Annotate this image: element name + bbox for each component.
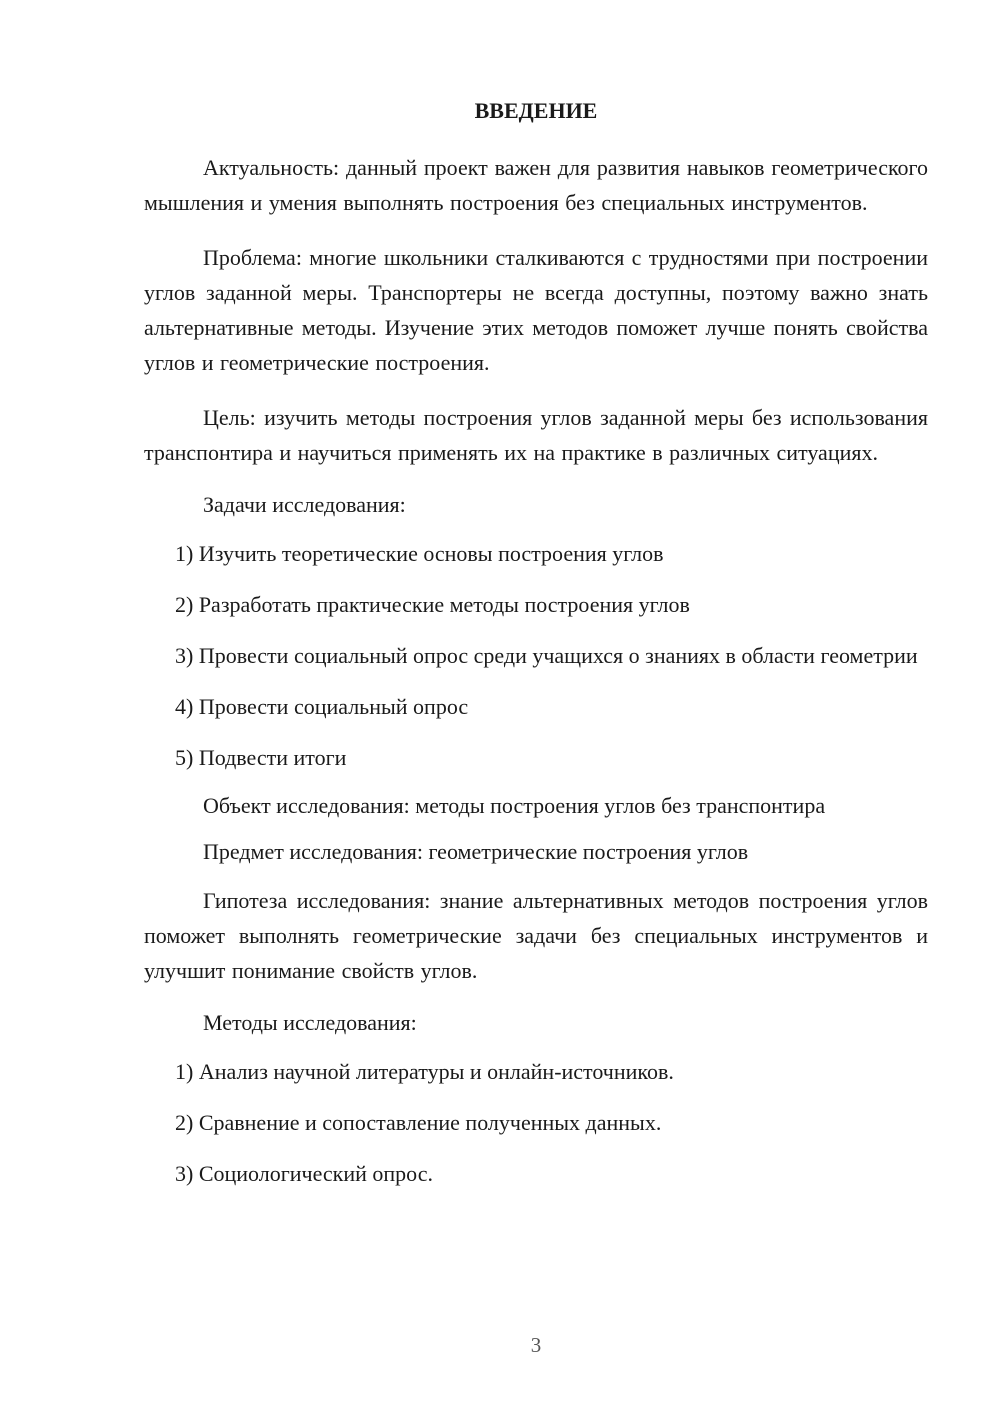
method-item: 3) Социологический опрос. <box>175 1161 433 1186</box>
task-item: 3) Провести социальный опрос среди учащихся о знаниях в области геометрии <box>175 643 918 668</box>
method-item: 2) Сравнение и сопоставление полученных данных. <box>175 1110 662 1135</box>
subject-line: Предмет исследования: геометрические построения углов <box>203 839 749 864</box>
task-item: 1) Изучить теоретические основы построения углов <box>175 541 664 566</box>
methods-title: Методы исследования: <box>203 1010 417 1035</box>
section-heading: ВВЕДЕНИЕ <box>474 98 598 123</box>
hypothesis-paragraph: Гипотеза исследования: знание альтернативных методов построения углов поможет выполнять геометрические задачи без специальных инструментов и улучшит понимание свойств углов. <box>144 888 928 983</box>
page-number: 3 <box>530 1333 542 1357</box>
task-item: 5) Подвести итоги <box>175 745 347 770</box>
tasks-title: Задачи исследования: <box>203 492 406 517</box>
task-item: 4) Провести социальный опрос <box>175 694 469 719</box>
method-item: 1) Анализ научной литературы и онлайн-источников. <box>175 1059 674 1084</box>
document-page <box>144 96 928 1207</box>
problem-paragraph: Проблема: многие школьники сталкиваются с трудностями при построении углов заданной меры. Транспортеры не всегда доступны, поэтому важно знать альтернативные методы. Изучение этих методов поможет лучше понять свойства углов и геометрические построения. <box>144 245 928 375</box>
object-line: Объект исследования: методы построения углов без транспонтира <box>203 793 826 818</box>
task-item: 2) Разработать практические методы построения углов <box>175 592 690 617</box>
goal-paragraph: Цель: изучить методы построения углов заданной меры без использования транспонтира и научиться применять их на практике в различных ситуациях. <box>144 405 928 465</box>
relevance-paragraph: Актуальность: данный проект важен для развития навыков геометрического мышления и умения выполнять построения без специальных инструментов. <box>144 155 928 215</box>
